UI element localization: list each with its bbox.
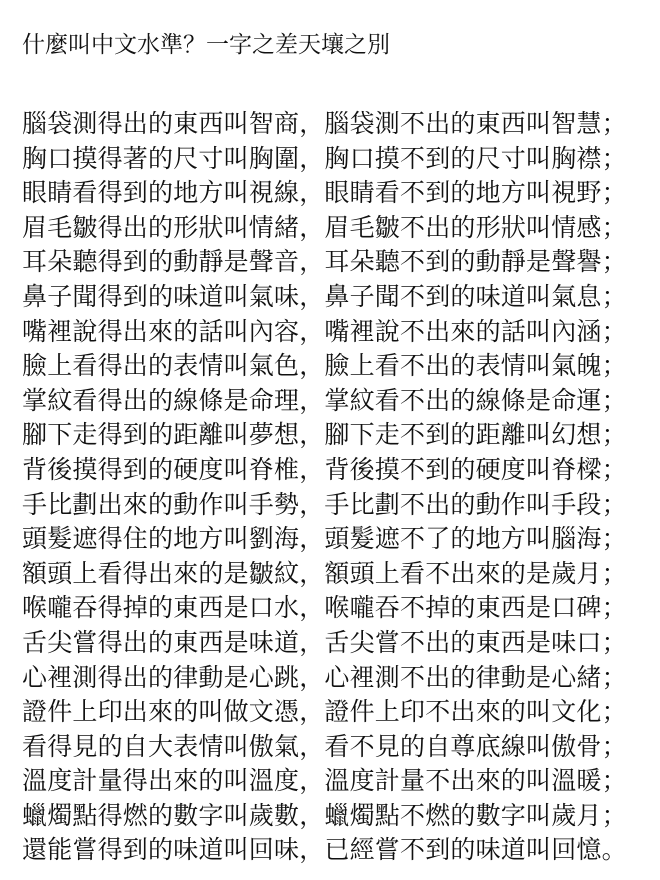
text-line: 胸口摸得著的尺寸叫胸圍，胸口摸不到的尺寸叫胸襟； [22, 143, 627, 173]
text-line: 蠟燭點得燃的數字叫歲數，蠟燭點不燃的數字叫歲月； [22, 800, 627, 830]
text-line: 證件上印出來的叫做文憑，證件上印不出來的叫文化； [22, 697, 627, 727]
text-line: 溫度計量得出來的叫溫度，溫度計量不出來的叫溫暖； [22, 766, 627, 796]
text-line: 眼睛看得到的地方叫視線，眼睛看不到的地方叫視野； [22, 178, 627, 208]
page-title: 什麼叫中文水準？一字之差天壤之別 [22, 32, 390, 58]
text-line: 掌紋看得出的線條是命理，掌紋看不出的線條是命運； [22, 385, 627, 415]
text-line: 手比劃出來的動作叫手勢，手比劃不出的動作叫手段； [22, 489, 627, 519]
text-line: 嘴裡說得出來的話叫內容，嘴裡說不出來的話叫內涵； [22, 316, 627, 346]
text-body [22, 107, 642, 868]
text-line: 臉上看得出的表情叫氣色，臉上看不出的表情叫氣魄； [22, 351, 627, 381]
text-line: 額頭上看得出來的是皺紋，額頭上看不出來的是歲月； [22, 558, 627, 588]
text-line: 心裡測得出的律動是心跳，心裡測不出的律動是心緒； [22, 662, 627, 692]
text-line: 看得見的自大表情叫傲氣，看不見的自尊底線叫傲骨； [22, 731, 627, 761]
text-line: 喉嚨吞得掉的東西是口水，喉嚨吞不掉的東西是口碑； [22, 593, 627, 623]
text-line: 腦袋測得出的東西叫智商，腦袋測不出的東西叫智慧； [22, 109, 627, 138]
text-line: 舌尖嘗得出的東西是味道，舌尖嘗不出的東西是味口； [22, 627, 627, 657]
text-line: 還能嘗得到的味道叫回味，已經嘗不到的味道叫回憶。 [22, 835, 627, 865]
text-line: 耳朵聽得到的動靜是聲音，耳朵聽不到的動靜是聲譽； [22, 247, 627, 277]
text-line: 背後摸得到的硬度叫脊椎，背後摸不到的硬度叫脊樑； [22, 454, 627, 484]
text-line: 眉毛皺得出的形狀叫情緒，眉毛皺不出的形狀叫情感； [22, 212, 627, 242]
text-line: 鼻子聞得到的味道叫氣味，鼻子聞不到的味道叫氣息； [22, 281, 627, 311]
text-line: 頭髮遮得住的地方叫劉海，頭髮遮不了的地方叫腦海； [22, 524, 627, 554]
text-line: 腳下走得到的距離叫夢想，腳下走不到的距離叫幻想； [22, 420, 627, 450]
